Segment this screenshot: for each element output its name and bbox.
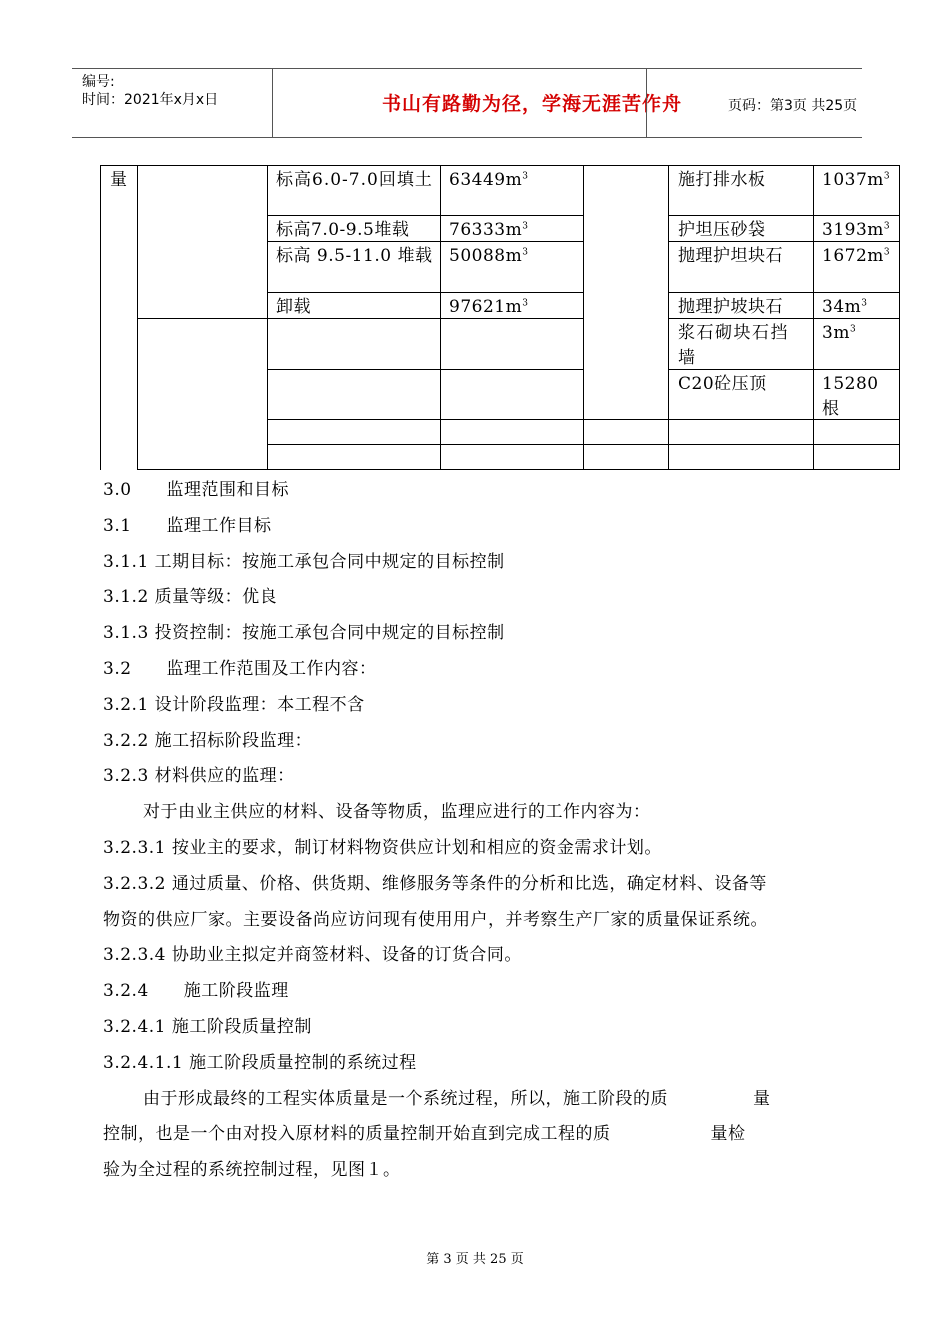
paragraph-line xyxy=(103,1117,843,1153)
section-heading: 3.2 监理工作范围及工作内容： xyxy=(103,658,377,679)
table-cell-value: $97621m^3$ xyxy=(449,297,529,317)
table-rule xyxy=(583,165,584,470)
table-cell-item: 施打排水板 xyxy=(678,170,766,190)
section-heading: 3.1 监理工作目标 xyxy=(103,515,272,536)
table-cell-value: $50088m^3$ xyxy=(449,246,529,266)
table-row-label: 量 xyxy=(110,170,128,190)
text-line: 3.2.1 设计阶段监理：本工程不含 xyxy=(103,694,365,715)
paragraph-text: 控制，也是一个由对投入原材料的质量控制开始直到完成工程的质 xyxy=(103,1124,611,1145)
document-number-label: 编号: xyxy=(82,74,115,90)
text-line: 3.2.2 施工招标阶段监理： xyxy=(103,730,313,751)
header-motto: 书山有路勤为径，学海无涯苦作舟 xyxy=(381,93,682,115)
text-line: 3.1.2 质量等级：优良 xyxy=(103,587,278,608)
text-line: 对于由业主供应的材料、设备等物质，监理应进行的工作内容为： xyxy=(143,802,651,823)
table-cell-value: $3193m^3$ xyxy=(822,220,891,240)
paragraph-line xyxy=(103,1082,843,1118)
text-line: 3.2.3 材料供应的监理： xyxy=(103,766,295,787)
header-divider xyxy=(646,69,647,137)
document-time: 时间：2021年x月x日 xyxy=(82,92,219,108)
text-line: 3.1.3 投资控制：按施工承包合同中规定的目标控制 xyxy=(103,623,505,644)
text-line: 物资的供应厂家。主要设备尚应访问现有使用用户，并考察生产厂家的质量保证系统。 xyxy=(103,909,768,930)
text-line: 3.2.3.1 按业主的要求，制订材料物资供应计划和相应的资金需求计划。 xyxy=(103,837,662,858)
table-cell-item: 标高7.0-9.5堆载 xyxy=(276,220,410,240)
section-heading: 3.2.4 施工阶段监理 xyxy=(103,981,289,1002)
table-border xyxy=(137,469,900,470)
table-border xyxy=(100,165,101,470)
header-page-info: 页码：第3页 共25页 xyxy=(728,98,858,114)
text-line: 3.2.3.4 协助业主拟定并商签材料、设备的订货合同。 xyxy=(103,945,522,966)
table-cell-item: 护坦压砂袋 xyxy=(678,220,766,240)
header-meta xyxy=(82,73,218,109)
table-rule xyxy=(267,165,268,470)
table-cell-item: C20砼压顶 xyxy=(678,374,767,394)
table-cell-item: 抛理护坡块石 xyxy=(678,297,783,317)
page-header xyxy=(72,68,862,138)
paragraph-text: 量 xyxy=(753,1088,771,1109)
table-rule xyxy=(813,165,814,470)
table-rule xyxy=(137,165,138,470)
table-rule xyxy=(267,292,583,293)
table-cell-value: $1037m^3$ xyxy=(822,170,891,190)
table-border xyxy=(100,165,900,166)
table-cell-item: 标高6.0-7.0回填土 xyxy=(276,170,433,190)
table-rule xyxy=(267,215,583,216)
table-cell-value: $34m^3$ xyxy=(822,297,868,317)
text-line: 3.2.3.2 通过质量、价格、供货期、维修服务等条件的分析和比选，确定材料、设备等 xyxy=(103,873,767,894)
table-cell-value: $63449m^3$ xyxy=(449,170,529,190)
table-cell-item: 标高 9.5-11.0 堆载 xyxy=(276,246,433,266)
table-rule xyxy=(668,292,900,293)
table-rule xyxy=(668,215,900,216)
paragraph-text: 由于形成最终的工程实体质量是一个系统过程，所以，施工阶段的质 xyxy=(143,1088,668,1109)
table-cell-item: 抛理护坦块石 xyxy=(678,246,783,266)
table-cell-value: $3m^3$ xyxy=(822,323,857,343)
table-cell-item: 卸载 xyxy=(276,297,311,317)
text-line: 3.2.4.1.1 施工阶段质量控制的系统过程 xyxy=(103,1052,417,1073)
table-rule xyxy=(440,165,441,470)
table-cell-value: $1672m^3$ xyxy=(822,246,891,266)
body-text xyxy=(103,473,843,1189)
paragraph-line: 验为全过程的系统控制过程，见图１。 xyxy=(103,1160,401,1181)
table-rule xyxy=(267,369,583,370)
table-border xyxy=(899,165,900,470)
page-footer: 第 3 页 共 25 页 xyxy=(426,1252,524,1267)
text-line: 3.2.4.1 施工阶段质量控制 xyxy=(103,1016,312,1037)
table-cell-item: 浆石砌块石挡墙 xyxy=(678,323,789,368)
table-cell-value: $76333m^3$ xyxy=(449,220,529,240)
paragraph-text: 量检 xyxy=(710,1124,746,1145)
quantity-table xyxy=(100,165,900,470)
table-rule xyxy=(668,165,669,470)
text-line: 3.1.1 工期目标：按施工承包合同中规定的目标控制 xyxy=(103,551,505,572)
section-heading: 3.0 监理范围和目标 xyxy=(103,480,290,500)
table-cell-value: 15280根 xyxy=(822,374,879,419)
header-divider xyxy=(272,69,273,137)
